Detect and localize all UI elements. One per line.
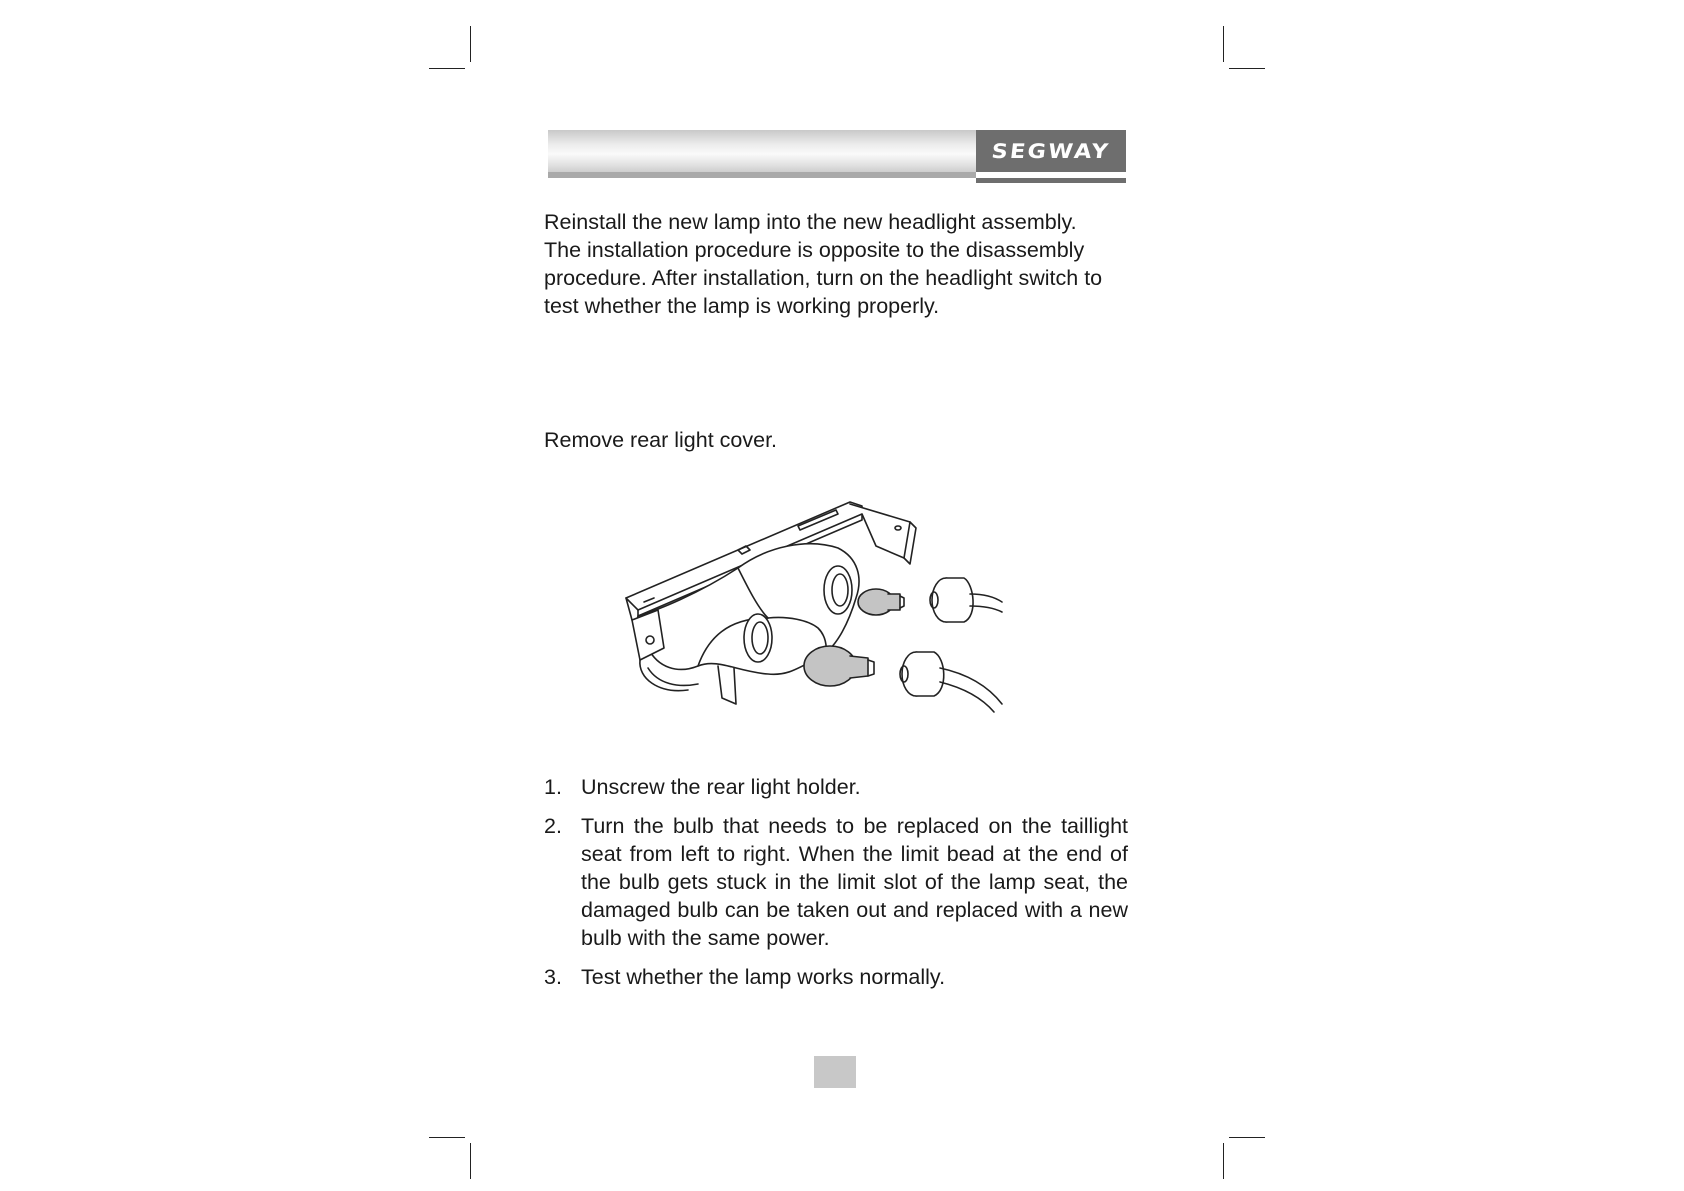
intro-line: Reinstall the new lamp into the new headlight assembly. bbox=[544, 210, 1077, 234]
intro-line: procedure. After installation, turn on the headlight switch to bbox=[544, 266, 1103, 290]
remove-cover-text: Remove rear light cover. bbox=[544, 428, 778, 452]
taillight-assembly-illustration bbox=[618, 498, 1058, 714]
crop-mark-bottom-right-vertical bbox=[1223, 1143, 1224, 1179]
page-number-box bbox=[814, 1056, 856, 1088]
list-item bbox=[544, 773, 1128, 801]
step-number: 3. bbox=[544, 965, 562, 989]
crop-mark-bottom-left-horizontal bbox=[429, 1137, 465, 1138]
intro-paragraph bbox=[544, 208, 1128, 320]
crop-mark-top-right-vertical bbox=[1223, 26, 1224, 62]
step-text: Unscrew the rear light holder. bbox=[581, 775, 861, 799]
step-text: Test whether the lamp works normally. bbox=[581, 965, 946, 989]
step-text: Turn the bulb that needs to be replaced on the taillight seat from left to right. When the limit bead at the end of the bulb gets stuck in the limit slot of the lamp seat, the damaged bulb can be taken out and replaced with a new bulb with the same power. bbox=[581, 814, 1128, 950]
crop-mark-bottom-right-horizontal bbox=[1229, 1137, 1265, 1138]
list-item bbox=[544, 963, 1128, 991]
header-gradient-band bbox=[548, 130, 976, 178]
steps-list bbox=[544, 773, 1128, 1002]
intro-line: The installation procedure is opposite to the disassembly bbox=[544, 238, 1085, 262]
brand-logo-text: SEGWAY bbox=[990, 139, 1112, 163]
intro-line: test whether the lamp is working properly. bbox=[544, 294, 940, 318]
crop-mark-top-right-horizontal bbox=[1229, 68, 1265, 69]
list-item bbox=[544, 812, 1128, 952]
step-number: 1. bbox=[544, 775, 562, 799]
crop-mark-top-left-vertical bbox=[470, 26, 471, 62]
step-number: 2. bbox=[544, 814, 562, 838]
brand-underline bbox=[976, 178, 1126, 183]
brand-logo bbox=[976, 130, 1126, 172]
crop-mark-bottom-left-vertical bbox=[470, 1143, 471, 1179]
crop-mark-top-left-horizontal bbox=[429, 68, 465, 69]
